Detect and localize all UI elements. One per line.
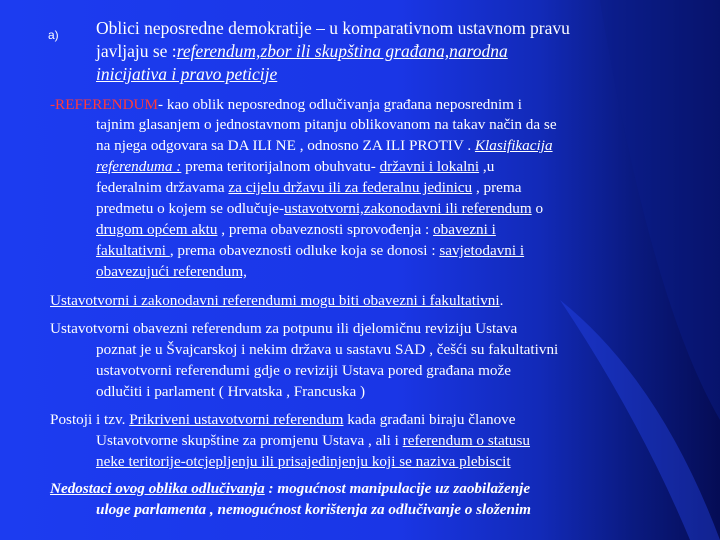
p1-line-1: -REFERENDUM- kao oblik neposrednog odlučivanja građana neposrednim i — [50, 96, 522, 113]
p2-line-1: Ustavotvorni i zakonodavni referendumi mogu biti obavezni i fakultativni. — [50, 292, 504, 309]
p5-line-1: Nedostaci ovog oblika odlučivanja : mogućnost manipulacije uz zaobilaženje — [50, 480, 531, 497]
heading-line-1: Oblici neposredne demokratije – u komparativnom ustavnom pravu — [96, 18, 570, 38]
p4-line-2: Ustavotvorne skupštine za promjenu Ustava , ali i referendum o statusu — [96, 432, 531, 449]
p1-line-4: referenduma : prema teritorijalnom obuhvatu- državni i lokalni ,u — [96, 158, 495, 175]
p3-line-3: ustavotvorni referendumi gdje o reviziji Ustava pored građana može — [96, 362, 511, 379]
p4-line-1: Postoji i tzv. Prikriveni ustavotvorni referendum kada građani biraju članove — [50, 411, 516, 428]
heading-line-3: inicijativa i pravo peticije — [96, 64, 278, 84]
p3-line-4: odlučiti i parlament ( Hrvatska , Francuska ) — [96, 383, 366, 400]
p1-line-9: obavezujući referendum, — [96, 263, 247, 280]
list-marker: a) — [48, 28, 59, 42]
p3-line-2: poznat je u Švajcarskoj i nekim država u sastavu SAD , češći su fakultativni — [96, 341, 559, 358]
p5-line-2: uloge parlamenta , nemogućnost korištenja za odlučivanje o složenim — [96, 501, 531, 518]
heading-line-2: javljaju se :referendum,zbor ili skupština građana,narodna — [96, 41, 508, 61]
p4-line-3: neke teritorije-otcjepljenju ili prisajedinjenju koji se naziva plebiscit — [96, 453, 511, 470]
p1-line-7: drugom općem aktu , prema obaveznosti sprovođenja : obavezni i — [96, 221, 496, 238]
p1-line-8: fakultativni , prema obaveznosti odluke koja se donosi : savjetodavni i — [96, 242, 525, 259]
referendum-label: -REFERENDUM — [50, 96, 159, 113]
p1-line-2: tajnim glasanjem o jednostavnom pitanju oblikovanom na takav način da se — [96, 116, 557, 133]
p3-line-1: Ustavotvorni obavezni referendum za potpunu ili djelomičnu reviziju Ustava — [50, 320, 518, 337]
p1-line-5: federalnim državama za cijelu državu ili za federalnu jedinicu , prema — [96, 179, 522, 196]
p1-line-3: na njega odgovara sa DA ILI NE , odnosno ZA ILI PROTIV . Klasifikacija — [96, 137, 553, 154]
p1-line-6: predmetu o kojem se odlučuje-ustavotvorni,zakonodavni ili referendum o — [96, 200, 544, 217]
